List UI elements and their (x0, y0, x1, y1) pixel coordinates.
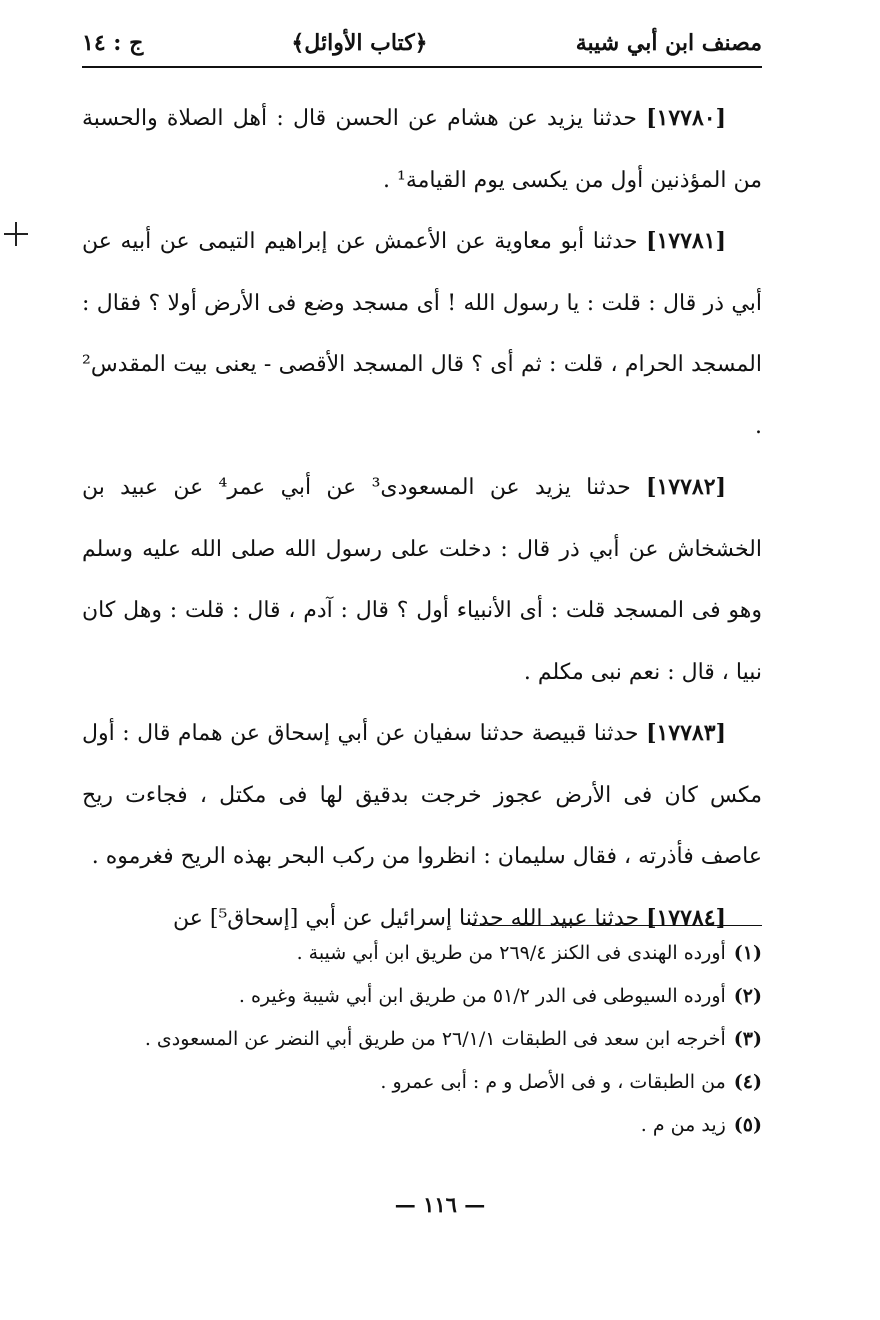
footnote-text: زيد من م . (640, 1114, 726, 1136)
hadith-number: [١٧٧٨١] (646, 228, 726, 254)
registration-mark-icon (4, 222, 28, 246)
hadith-text: حدثنا قبيصة حدثنا سفيان عن أبي إسحاق عن همام قال : أول مكس كان فى الأرض عجوز خرجت بدقيق لها فى مكتل ، فجاءت ريح عاصف فأذرته ، فقال سليمان : انظروا من ركب البحر بهذه الريح فغرموه . (82, 721, 762, 869)
hadith-text: حدثنا يزيد عن المسعودى³ عن أبي عمر⁴ عن عبيد بن الخشخاش عن أبي ذر قال : دخلت على رسول الله صلى الله عليه وسلم وهو فى المسجد قلت : أى الأنبياء أول ؟ قال : آدم ، قال : قلت : وهل كان نبيا ، قال : نعم نبى مكلم . (82, 475, 762, 685)
footnote-text: أورده السيوطى فى الدر ٥١/٢ من طريق ابن أبي شيبة وغيره . (238, 985, 726, 1007)
footnote (82, 932, 762, 975)
hadith-number: [١٧٧٨٠] (646, 105, 727, 131)
running-header (82, 22, 762, 64)
footnote-text: من الطبقات ، و فى الأصل و م : أبى عمرو . (380, 1071, 726, 1093)
footnote (82, 1018, 762, 1061)
hadith-number: [١٧٧٨٢] (646, 474, 726, 500)
footnote-mark: (٤) (733, 1071, 762, 1093)
footnote-mark: (٥) (733, 1114, 762, 1136)
footnote (82, 1104, 762, 1147)
main-text (82, 88, 762, 949)
page-number: — ١١٦ — (394, 1192, 486, 1217)
footnote-mark: (٣) (733, 1028, 762, 1050)
hadith-paragraph (82, 457, 762, 703)
hadith-text: حدثنا عبيد الله حدثنا إسرائيل عن أبي [إسحاق⁵] عن (172, 905, 640, 931)
footnote-rule (472, 925, 762, 926)
hadith-paragraph (82, 88, 762, 211)
hadith-text: حدثنا أبو معاوية عن الأعمش عن إبراهيم التيمى عن أبيه عن أبي ذر قال : قلت : يا رسول الله ! أى مسجد وضع فى الأرض أولا ؟ فقال : المسجد الحرام ، قلت : ثم أى ؟ قال المسجد الأقصى - يعنى بيت المقدس² . (82, 229, 762, 439)
hadith-paragraph (82, 703, 762, 888)
footnote (82, 1061, 762, 1104)
chapter-title: ﴿كتاب الأوائل﴾ (291, 30, 428, 56)
header-rule (82, 66, 762, 68)
footnote-mark: (٢) (733, 985, 762, 1007)
footnote-text: أخرجه ابن سعد فى الطبقات ٢٦/١/١ من طريق أبي النضر عن المسعودى . (144, 1028, 726, 1050)
hadith-paragraph (82, 211, 762, 457)
footnote-mark: (١) (733, 942, 762, 964)
volume-number: ج : ١٤ (82, 30, 144, 56)
footnotes (82, 932, 762, 1147)
hadith-text: حدثنا يزيد عن هشام عن الحسن قال : أهل الصلاة والحسبة من المؤذنين أول من يكسى يوم القيامة¹ . (82, 106, 762, 193)
book-title: مصنف ابن أبي شيبة (575, 30, 762, 56)
footnote-text: أورده الهندى فى الكنز ٢٦٩/٤ من طريق ابن أبي شيبة . (296, 942, 726, 964)
hadith-number: [١٧٧٨٣] (646, 720, 726, 746)
hadith-number: [١٧٧٨٤] (646, 904, 726, 931)
footnote (82, 975, 762, 1018)
